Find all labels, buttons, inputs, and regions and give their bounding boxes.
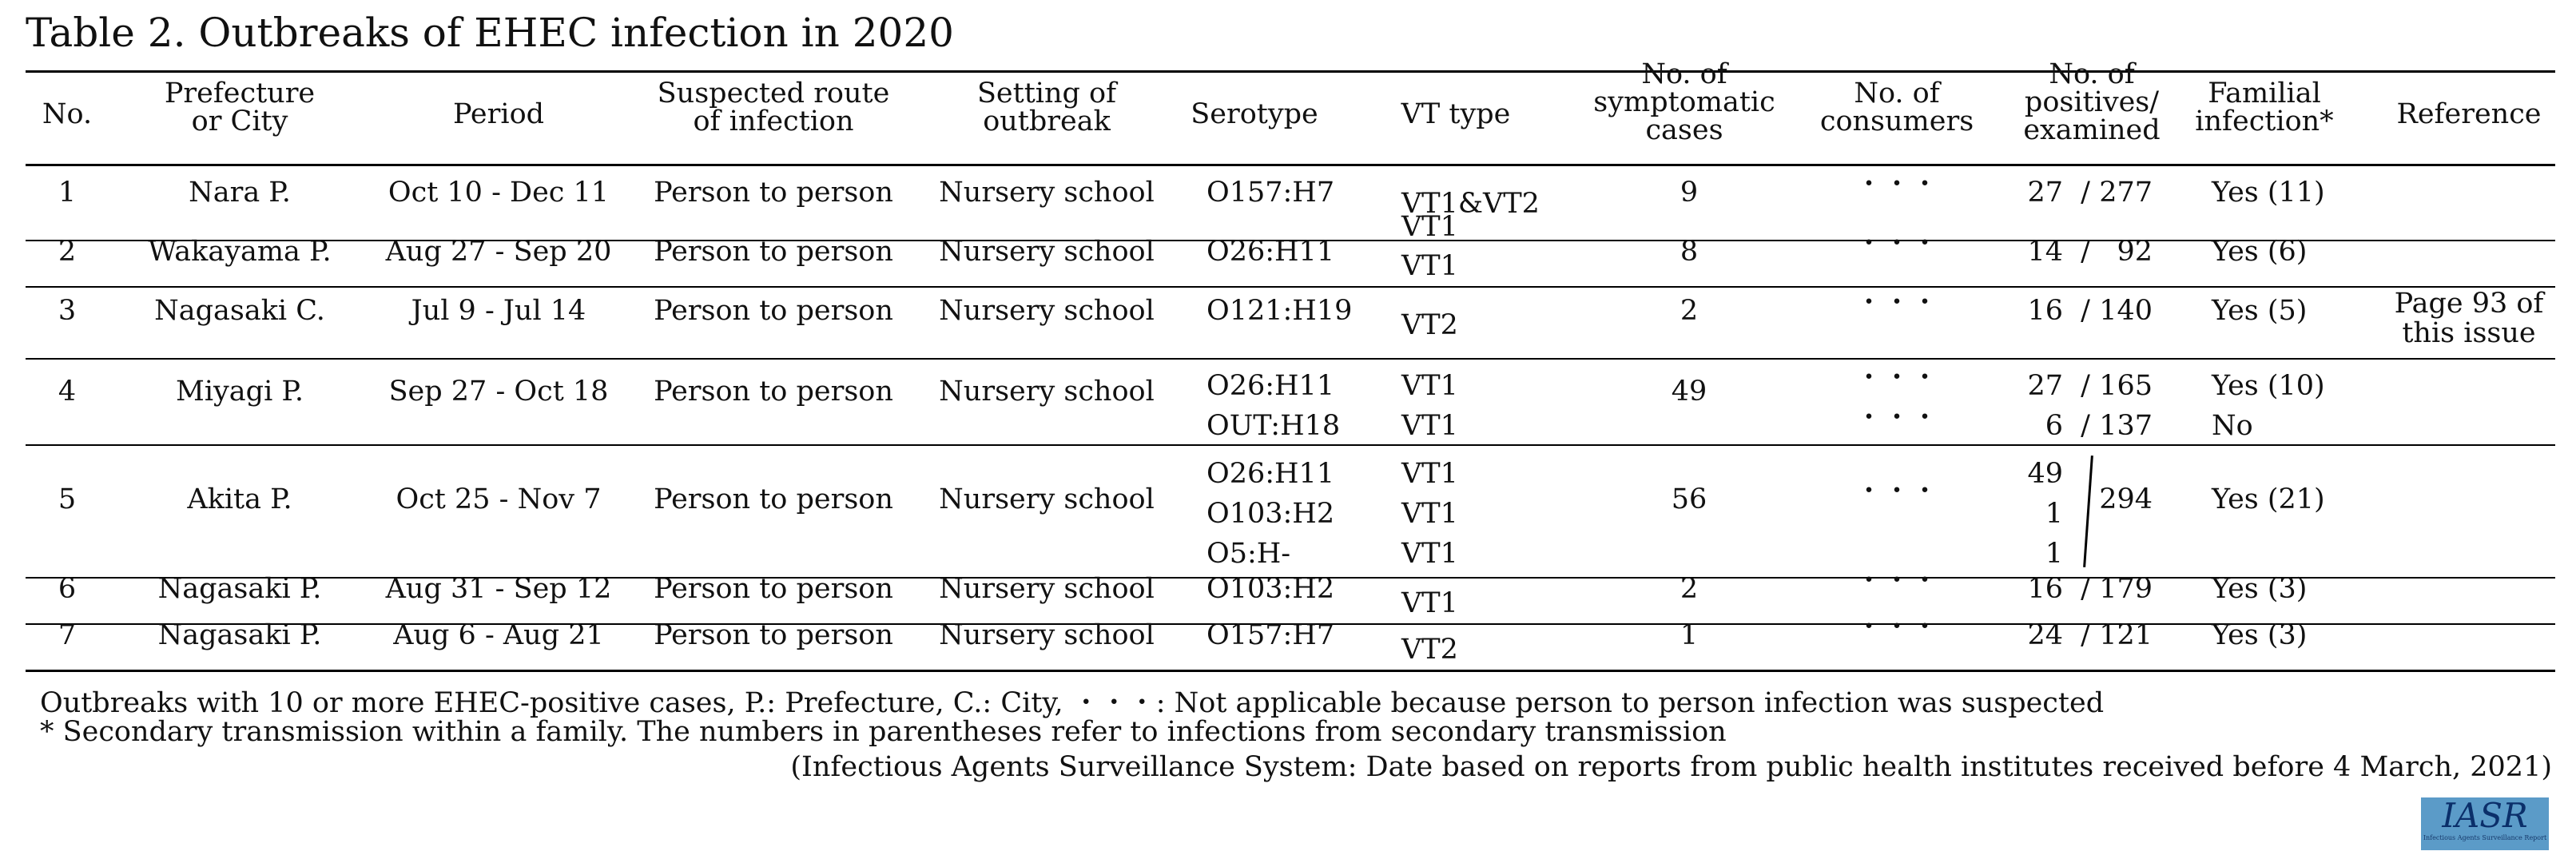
cell-positives: 16 bbox=[2027, 295, 2063, 327]
cell-setting: Nursery school bbox=[939, 376, 1155, 408]
cell-examined: 137 bbox=[2099, 410, 2153, 442]
cell-vt-type: VT1 bbox=[1401, 498, 1458, 530]
cell-vt-type: VT1 bbox=[1401, 458, 1458, 490]
cell-positives: 6 bbox=[2045, 410, 2063, 442]
cell-positives: 1 bbox=[2045, 538, 2063, 570]
cell-serotype: O26:H11 bbox=[1207, 236, 1335, 268]
cell-prefecture: Wakayama P. bbox=[148, 236, 332, 268]
cell-route: Person to person bbox=[654, 295, 893, 327]
table-rule bbox=[26, 70, 2555, 73]
header-consumers bbox=[1820, 80, 1974, 136]
cell-positives: 27 bbox=[2027, 370, 2063, 402]
cell-consumers: ・・・ bbox=[1854, 228, 1939, 260]
cell-period: Oct 25 - Nov 7 bbox=[396, 483, 602, 515]
table-rule bbox=[26, 670, 2555, 672]
cell-consumers: ・・・ bbox=[1854, 362, 1939, 394]
header-familial bbox=[2195, 80, 2333, 136]
header-period bbox=[452, 98, 545, 130]
cell-vt-type: VT1 bbox=[1401, 250, 1458, 282]
table-rule bbox=[26, 444, 2555, 446]
cell-no: 3 bbox=[58, 295, 77, 327]
cell-route: Person to person bbox=[654, 177, 893, 209]
cell-no: 2 bbox=[58, 236, 77, 268]
header-pos-line: positives/ bbox=[2024, 86, 2160, 118]
footnote-familial: * Secondary transmission within a family. The numbers in parentheses refer to infections from secondary transmission bbox=[40, 716, 1727, 748]
cell-slash: / bbox=[2081, 295, 2090, 327]
cell-setting: Nursery school bbox=[939, 573, 1155, 605]
cell-period: Jul 9 - Jul 14 bbox=[411, 295, 586, 327]
cell-serotype: O5:H- bbox=[1207, 538, 1291, 570]
header-route bbox=[658, 80, 890, 136]
header-no bbox=[42, 98, 93, 130]
cell-familial: Yes (5) bbox=[2212, 295, 2308, 327]
header-pos-line: examined bbox=[2023, 114, 2161, 146]
cell-period: Aug 31 - Sep 12 bbox=[385, 573, 612, 605]
cell-vt-type: VT1 bbox=[1401, 211, 1458, 243]
cell-familial: Yes (3) bbox=[2212, 573, 2308, 605]
cell-serotype: O103:H2 bbox=[1207, 498, 1335, 530]
cell-period: Aug 6 - Aug 21 bbox=[393, 619, 604, 651]
cell-prefecture: Nagasaki C. bbox=[154, 295, 325, 327]
cell-vt-type: VT2 bbox=[1401, 634, 1458, 666]
header-pos bbox=[2023, 58, 2161, 146]
cell-consumers: ・・・ bbox=[1854, 169, 1939, 201]
logo-text: IASR bbox=[2442, 796, 2528, 835]
cell-examined: 92 bbox=[2117, 236, 2153, 268]
cell-setting: Nursery school bbox=[939, 295, 1155, 327]
table-rule bbox=[26, 358, 2555, 360]
cell-prefecture: Nara P. bbox=[189, 177, 291, 209]
cell-prefecture: Miyagi P. bbox=[176, 376, 304, 408]
positives-bracket-line bbox=[2083, 455, 2093, 567]
logo-subtext: Infectious Agents Surveillance Report bbox=[2423, 834, 2547, 841]
cell-period: Aug 27 - Sep 20 bbox=[385, 236, 612, 268]
cell-consumers: ・・・ bbox=[1854, 611, 1939, 643]
header-sym bbox=[1593, 58, 1775, 146]
cell-examined: 294 bbox=[2099, 483, 2153, 515]
cell-familial: Yes (10) bbox=[2212, 370, 2325, 402]
cell-vt-type: VT2 bbox=[1401, 309, 1458, 341]
cell-symptomatic: 2 bbox=[1680, 295, 1699, 327]
cell-serotype: O26:H11 bbox=[1207, 458, 1335, 490]
header-pref bbox=[165, 80, 315, 136]
cell-consumers: ・・・ bbox=[1854, 402, 1939, 434]
cell-vt-type: VT1&VT2 bbox=[1401, 188, 1540, 220]
cell-no: 4 bbox=[58, 376, 77, 408]
cell-positives: 24 bbox=[2027, 619, 2063, 651]
header-ref bbox=[2396, 98, 2542, 130]
header-sym-line: symptomatic bbox=[1593, 86, 1775, 118]
cell-vt-type: VT1 bbox=[1401, 410, 1458, 442]
cell-setting: Nursery school bbox=[939, 177, 1155, 209]
cell-prefecture: Akita P. bbox=[187, 483, 292, 515]
header-pref-line: Prefecture bbox=[164, 78, 316, 109]
cell-familial: Yes (6) bbox=[2212, 236, 2308, 268]
cell-no: 7 bbox=[58, 619, 77, 651]
cell-vt-type: VT1 bbox=[1401, 587, 1458, 619]
cell-reference: Page 93 of this issue bbox=[2394, 288, 2544, 349]
cell-slash: / bbox=[2081, 573, 2090, 605]
header-familial-line: Familial bbox=[2208, 78, 2321, 109]
cell-no: 5 bbox=[58, 483, 77, 515]
table-rule bbox=[26, 164, 2555, 166]
cell-positives: 16 bbox=[2027, 573, 2063, 605]
cell-serotype: O157:H7 bbox=[1207, 177, 1335, 209]
cell-slash: / bbox=[2081, 410, 2090, 442]
header-no-line: No. bbox=[42, 98, 93, 130]
cell-route: Person to person bbox=[654, 236, 893, 268]
header-serotype bbox=[1191, 98, 1318, 130]
cell-serotype: OUT:H18 bbox=[1207, 410, 1341, 442]
cell-no: 6 bbox=[58, 573, 77, 605]
cell-examined: 165 bbox=[2099, 370, 2153, 402]
cell-symptomatic: 2 bbox=[1680, 573, 1699, 605]
cell-positives: 1 bbox=[2045, 498, 2063, 530]
header-pos-line: No. of bbox=[2049, 58, 2135, 90]
cell-symptomatic: 49 bbox=[1671, 376, 1707, 408]
source-note: (Infectious Agents Surveillance System: Date based on reports from public health institutes received before 4 March, 2021) bbox=[790, 751, 2552, 783]
cell-setting: Nursery school bbox=[939, 619, 1155, 651]
cell-symptomatic: 8 bbox=[1680, 236, 1699, 268]
cell-slash: / bbox=[2081, 370, 2090, 402]
cell-symptomatic: 9 bbox=[1680, 177, 1699, 209]
cell-positives: 27 bbox=[2027, 177, 2063, 209]
iasr-logo bbox=[2421, 797, 2549, 850]
cell-no: 1 bbox=[58, 177, 77, 209]
cell-examined: 121 bbox=[2099, 619, 2153, 651]
cell-familial: Yes (11) bbox=[2212, 177, 2325, 209]
cell-familial: Yes (21) bbox=[2212, 483, 2325, 515]
cell-consumers: ・・・ bbox=[1854, 565, 1939, 597]
cell-consumers: ・・・ bbox=[1854, 287, 1939, 319]
table-title: Table 2. Outbreaks of EHEC infection in 2020 bbox=[26, 10, 954, 56]
cell-consumers: ・・・ bbox=[1854, 475, 1939, 507]
header-setting-line: Setting of bbox=[976, 78, 1117, 109]
cell-period: Sep 27 - Oct 18 bbox=[388, 376, 609, 408]
cell-setting: Nursery school bbox=[939, 483, 1155, 515]
header-consumers-line: No. of bbox=[1854, 78, 1940, 109]
cell-examined: 179 bbox=[2099, 573, 2153, 605]
cell-vt-type: VT1 bbox=[1401, 370, 1458, 402]
cell-route: Person to person bbox=[654, 573, 893, 605]
cell-prefecture: Nagasaki P. bbox=[157, 619, 322, 651]
cell-serotype: O103:H2 bbox=[1207, 573, 1335, 605]
cell-slash: / bbox=[2081, 177, 2090, 209]
cell-period: Oct 10 - Dec 11 bbox=[388, 177, 610, 209]
header-sym-line: cases bbox=[1645, 114, 1723, 146]
cell-serotype: O157:H7 bbox=[1207, 619, 1335, 651]
header-consumers-line: consumers bbox=[1819, 105, 1974, 137]
cell-route: Person to person bbox=[654, 619, 893, 651]
cell-serotype: O26:H11 bbox=[1207, 370, 1335, 402]
cell-slash: / bbox=[2081, 619, 2090, 651]
header-sym-line: No. of bbox=[1641, 58, 1727, 90]
header-familial-line: infection* bbox=[2195, 105, 2334, 137]
header-route-line: Suspected route bbox=[657, 78, 890, 109]
header-ref-line: Reference bbox=[2396, 98, 2542, 130]
cell-examined: 140 bbox=[2099, 295, 2153, 327]
cell-familial: No bbox=[2212, 410, 2253, 442]
cell-vt-type: VT1 bbox=[1401, 538, 1458, 570]
header-period-line: Period bbox=[452, 98, 545, 130]
header-vt bbox=[1401, 98, 1511, 130]
cell-route: Person to person bbox=[654, 376, 893, 408]
cell-symptomatic: 1 bbox=[1680, 619, 1699, 651]
cell-positives: 49 bbox=[2027, 458, 2063, 490]
header-route-line: of infection bbox=[693, 105, 854, 137]
header-vt-line: VT type bbox=[1401, 98, 1511, 130]
cell-route: Person to person bbox=[654, 483, 893, 515]
header-setting-line: outbreak bbox=[983, 105, 1111, 137]
header-pref-line: or City bbox=[191, 105, 288, 137]
header-setting bbox=[977, 80, 1116, 136]
table-rule bbox=[26, 286, 2555, 288]
cell-positives: 14 bbox=[2027, 236, 2063, 268]
cell-setting: Nursery school bbox=[939, 236, 1155, 268]
cell-familial: Yes (3) bbox=[2212, 619, 2308, 651]
cell-serotype: O121:H19 bbox=[1207, 295, 1353, 327]
cell-examined: 277 bbox=[2099, 177, 2153, 209]
cell-symptomatic: 56 bbox=[1671, 483, 1707, 515]
cell-prefecture: Nagasaki P. bbox=[157, 573, 322, 605]
cell-slash: / bbox=[2081, 236, 2090, 268]
header-serotype-line: Serotype bbox=[1191, 98, 1318, 130]
footnote-abbreviations: Outbreaks with 10 or more EHEC-positive cases, P.: Prefecture, C.: City, ・・・: Not applicable because person to person infection was suspected bbox=[40, 687, 2105, 719]
